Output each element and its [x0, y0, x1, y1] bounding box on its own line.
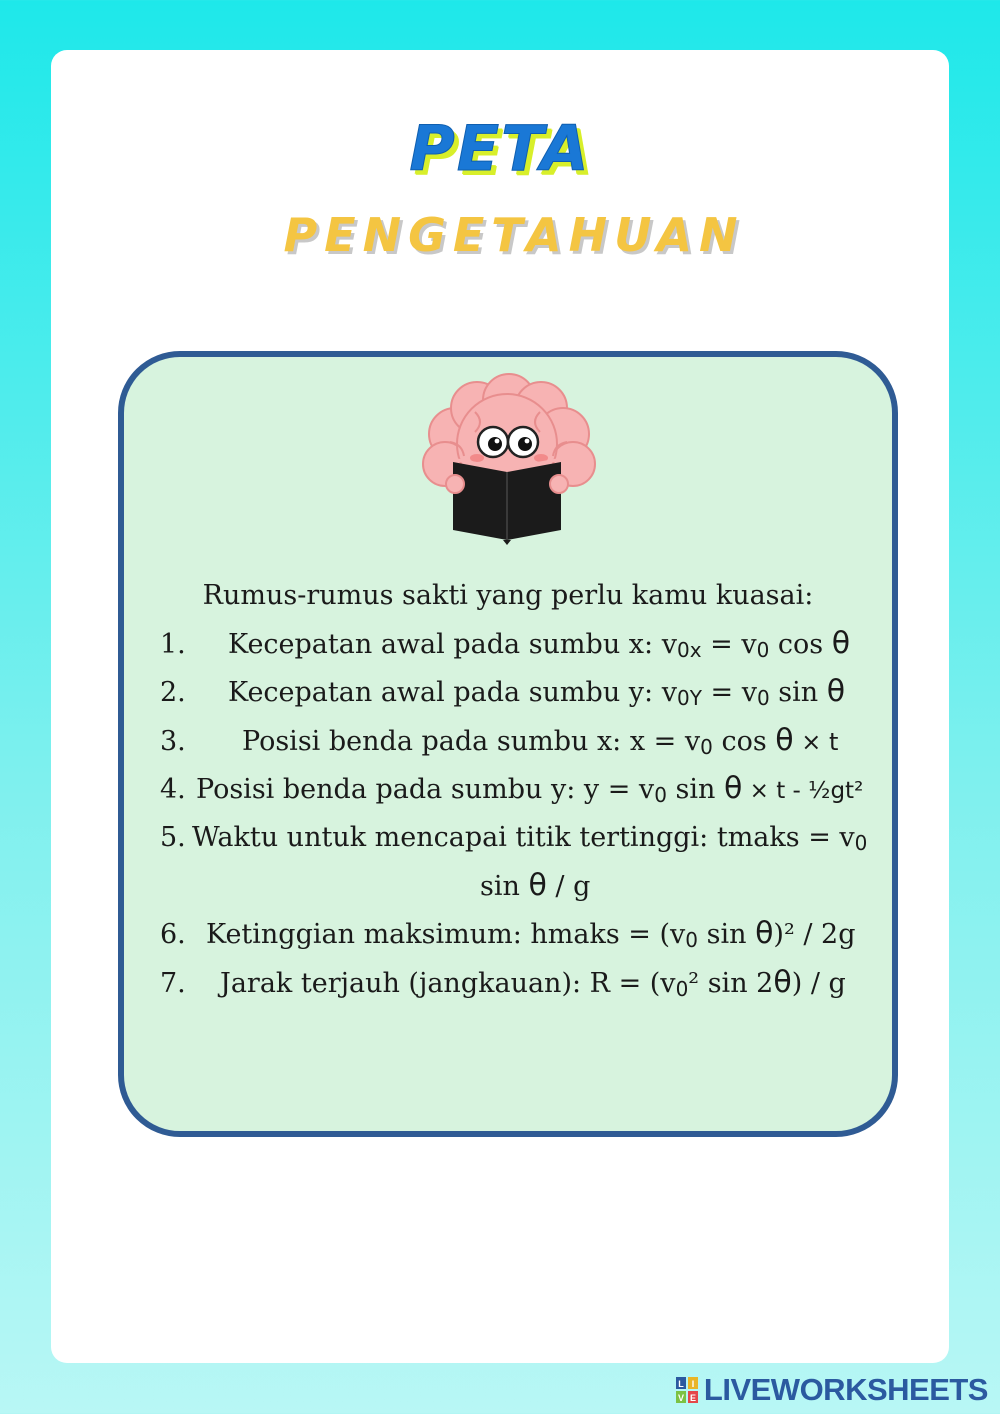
formula-text: cos [769, 629, 832, 660]
formula-text: Kecepatan awal pada sumbu y: v [228, 677, 677, 708]
subscript: 0x [676, 638, 702, 662]
page-title: PETA [409, 112, 591, 185]
page-subtitle: PENGETAHUAN [283, 208, 745, 262]
subscript: 0 [675, 977, 689, 1001]
subscript: 0Y [676, 686, 702, 710]
formula-item [160, 963, 846, 1005]
liveworksheets-icon [676, 1377, 698, 1403]
subscript: 0 [756, 638, 770, 662]
formula-text: Posisi benda pada sumbu y: y = v [196, 774, 655, 805]
formula-text: ² sin 2 [688, 968, 774, 999]
logo-letter: E [689, 1393, 696, 1403]
logo-letter: L [678, 1379, 684, 1389]
liveworksheets-logo[interactable] [676, 1372, 988, 1408]
subscript: 0 [654, 783, 667, 807]
brand-name: LIVEWORKSHEETS [703, 1372, 988, 1407]
formula-text: = v [701, 677, 757, 708]
formula-text: Waktu untuk mencapai titik tertinggi: tmaks = v [192, 822, 855, 853]
theta-symbol: θ [755, 916, 774, 951]
theta-symbol: θ [528, 868, 547, 903]
formula-text: sin [666, 774, 724, 805]
formula-text: )² / 2g [773, 919, 856, 950]
formula-item [160, 914, 856, 956]
formula-item [160, 624, 850, 666]
formula-text: Posisi benda pada sumbu x: x = v [242, 726, 701, 757]
formula-item [160, 721, 838, 763]
formula-text: ) / g [791, 968, 846, 999]
formula-text: sin [698, 919, 756, 950]
subscript: 0 [685, 928, 699, 952]
formula-text: sin [769, 677, 827, 708]
formula-text: × t - ½gt² [742, 778, 864, 804]
formula-item-continued [480, 866, 590, 907]
theta-symbol: θ [826, 674, 846, 709]
theta-symbol: θ [831, 626, 851, 661]
theta-symbol: θ [723, 771, 743, 806]
item-number: 5. [160, 822, 186, 853]
formula-item [160, 818, 867, 859]
intro-text: Rumus-rumus sakti yang perlu kamu kuasai: [202, 580, 814, 611]
formula-text: / g [546, 871, 591, 902]
subscript: 0 [756, 686, 770, 710]
item-number: 6. [160, 919, 186, 950]
formula-text: Jarak terjauh (jangkauan): R = (v [220, 968, 676, 999]
logo-letter: I [691, 1379, 695, 1389]
formula-text: sin [480, 871, 529, 902]
item-number: 4. [160, 774, 186, 805]
formula-text: Ketinggian maksimum: hmaks = (v [206, 919, 686, 950]
item-number: 7. [160, 968, 186, 999]
formula-text: Kecepatan awal pada sumbu x: v [228, 629, 677, 660]
formula-item [160, 769, 863, 811]
theta-symbol: θ [775, 723, 794, 758]
logo-letter: V [677, 1393, 684, 1403]
formula-text: cos [712, 726, 776, 757]
subscript: 0 [854, 831, 868, 855]
subscript: 0 [700, 735, 713, 759]
item-number: 1. [160, 629, 186, 660]
formula-text: × t [793, 728, 839, 756]
formula-item [160, 672, 845, 714]
formula-text: = v [701, 629, 757, 660]
item-number: 3. [160, 726, 186, 757]
theta-symbol: θ [773, 965, 792, 1000]
item-number: 2. [160, 677, 186, 708]
brain-reading-book-icon [415, 372, 600, 547]
